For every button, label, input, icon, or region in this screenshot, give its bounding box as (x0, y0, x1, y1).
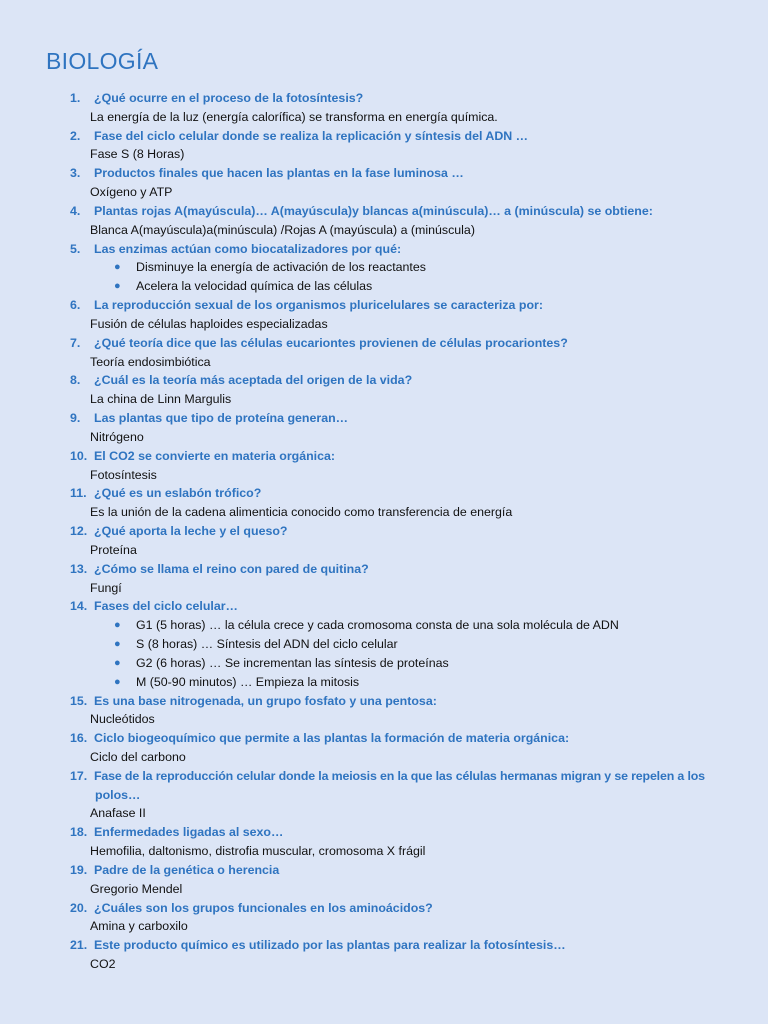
answer-line (0, 503, 768, 522)
answer-line (0, 917, 768, 936)
bullet-item (0, 635, 768, 654)
question-text: La reproducción sexual de los organismos pluricelulares se caracteriza por: (94, 298, 543, 313)
bullet-dot-icon: ● (114, 638, 121, 651)
bullet-dot-icon: ● (114, 619, 121, 632)
answer-line (0, 466, 768, 485)
question-text: ¿Qué es un eslabón trófico? (94, 486, 262, 501)
answer-text: Nucleótidos (90, 712, 155, 727)
bullet-dot-icon: ● (114, 675, 121, 688)
question-line (0, 729, 768, 748)
question-number: 15. (70, 693, 88, 708)
question-number: 13. (70, 561, 88, 576)
answer-text: Blanca A(mayúscula)a(minúscula) /Rojas A (mayúscula) a (minúscula) (90, 222, 475, 237)
question-text: ¿Qué teoría dice que las células eucariontes provienen de células procariontes? (94, 335, 568, 350)
question-line (0, 447, 768, 466)
question-number: 18. (70, 825, 88, 840)
answer-text: Anafase II (90, 806, 146, 821)
answer-line (0, 804, 768, 823)
answer-text: La china de Linn Margulis (90, 392, 232, 407)
answer-line (0, 183, 768, 202)
bullet-item (0, 616, 768, 635)
answer-text: Proteína (90, 542, 137, 557)
question-text: Este producto químico es utilizado por las plantas para realizar la fotosíntesis… (94, 938, 566, 953)
question-line (0, 127, 768, 146)
answer-text: CO2 (90, 957, 116, 972)
bullet-dot-icon: ● (114, 261, 121, 274)
answer-line (0, 842, 768, 861)
bullet-dot-icon: ● (114, 280, 121, 293)
answer-line (0, 353, 768, 372)
question-number: 21. (70, 938, 88, 953)
answer-text: Nitrógeno (90, 429, 144, 444)
answer-text: Ciclo del carbono (90, 749, 186, 764)
answer-text: Gregorio Mendel (90, 881, 183, 896)
question-text: ¿Cuáles son los grupos funcionales en los aminoácidos? (94, 900, 433, 915)
answer-text: Fotosíntesis (90, 467, 157, 482)
answer-line (0, 955, 768, 974)
question-text: Fase de la reproducción celular donde la meiosis en la que las células hermanas migran y se repelen a los (94, 768, 705, 783)
question-number: 4. (70, 203, 81, 218)
question-list (0, 89, 768, 974)
question-line (0, 692, 768, 711)
question-text: Ciclo biogeoquímico que permite a las plantas la formación de materia orgánica: (94, 731, 570, 746)
question-line (0, 89, 768, 108)
question-line (0, 899, 768, 918)
question-text: Productos finales que hacen las plantas en la fase luminosa … (94, 166, 464, 181)
question-number: 7. (70, 335, 81, 350)
bullet-item (0, 258, 768, 277)
bullet-text: Disminuye la energía de activación de los reactantes (136, 260, 426, 275)
question-number: 16. (70, 731, 88, 746)
question-line (0, 767, 768, 786)
question-text: Fases del ciclo celular… (94, 599, 238, 614)
answer-line (0, 108, 768, 127)
answer-text: Fusión de células haploides especializadas (90, 316, 328, 331)
document-title: BIOLOGÍA (46, 48, 159, 74)
question-line (0, 560, 768, 579)
question-line-continued (0, 786, 768, 805)
answer-text: Fase S (8 Horas) (90, 147, 185, 162)
question-number: 3. (70, 166, 81, 181)
answer-text: Amina y carboxilo (90, 919, 188, 934)
question-line (0, 484, 768, 503)
question-number: 12. (70, 524, 88, 539)
answer-line (0, 221, 768, 240)
question-line (0, 240, 768, 259)
answer-line (0, 390, 768, 409)
question-number: 17. (70, 768, 88, 783)
question-number: 6. (70, 298, 81, 313)
question-text: ¿Qué aporta la leche y el queso? (94, 524, 288, 539)
answer-text: Teoría endosimbiótica (90, 354, 211, 369)
bullet-text: G2 (6 horas) … Se incrementan las síntesis de proteínas (136, 655, 449, 670)
question-line (0, 823, 768, 842)
question-text: Fase del ciclo celular donde se realiza la replicación y síntesis del ADN … (94, 128, 529, 143)
question-line (0, 334, 768, 353)
answer-line (0, 428, 768, 447)
question-text-continued: polos… (95, 787, 141, 802)
answer-text: Hemofilia, daltonismo, distrofia muscular, cromosoma X frágil (90, 844, 426, 859)
question-line (0, 409, 768, 428)
answer-line (0, 145, 768, 164)
answer-line (0, 579, 768, 598)
question-number: 2. (70, 128, 81, 143)
answer-text: Fungí (90, 580, 122, 595)
bullet-text: M (50-90 minutos) … Empieza la mitosis (136, 674, 360, 689)
answer-line (0, 748, 768, 767)
answer-text: Es la unión de la cadena alimenticia conocido como transferencia de energía (90, 505, 513, 520)
question-text: Enfermedades ligadas al sexo… (94, 825, 284, 840)
bullet-dot-icon: ● (114, 656, 121, 669)
answer-line (0, 315, 768, 334)
question-line (0, 202, 768, 221)
question-line (0, 936, 768, 955)
question-text: ¿Cuál es la teoría más aceptada del origen de la vida? (94, 373, 413, 388)
question-text: Las enzimas actúan como biocatalizadores por qué: (94, 241, 402, 256)
answer-text: Oxígeno y ATP (90, 185, 173, 200)
question-number: 1. (70, 91, 81, 105)
bullet-item (0, 277, 768, 296)
question-text: Las plantas que tipo de proteína generan… (94, 411, 349, 426)
answer-text: La energía de la luz (energía calorífica) se transforma en energía química. (90, 109, 498, 124)
question-text: El CO2 se convierte en materia orgánica: (94, 448, 336, 463)
question-text: Es una base nitrogenada, un grupo fosfato y una pentosa: (94, 693, 437, 708)
question-text: ¿Cómo se llama el reino con pared de quitina? (94, 561, 369, 576)
question-line (0, 597, 768, 616)
bullet-text: S (8 horas) … Síntesis del ADN del ciclo celular (136, 637, 398, 652)
question-line (0, 522, 768, 541)
question-line (0, 296, 768, 315)
question-text: Padre de la genética o herencia (94, 862, 280, 877)
question-number: 9. (70, 411, 81, 426)
bullet-item (0, 654, 768, 673)
answer-line (0, 880, 768, 899)
question-number: 11. (70, 486, 87, 501)
question-line (0, 861, 768, 880)
question-line (0, 371, 768, 390)
question-number: 5. (70, 241, 81, 256)
answer-line (0, 541, 768, 560)
question-text: ¿Qué ocurre en el proceso de la fotosíntesis? (94, 91, 364, 105)
question-line (0, 164, 768, 183)
answer-line (0, 710, 768, 729)
question-number: 8. (70, 373, 81, 388)
bullet-text: G1 (5 horas) … la célula crece y cada cromosoma consta de una sola molécula de ADN (136, 618, 619, 633)
question-text: Plantas rojas A(mayúscula)… A(mayúscula)y blancas a(minúscula)… a (minúscula) se obtiene: (94, 203, 653, 218)
question-number: 14. (70, 599, 88, 614)
bullet-item (0, 673, 768, 692)
question-number: 10. (70, 448, 88, 463)
bullet-text: Acelera la velocidad química de las células (136, 279, 373, 294)
question-number: 19. (70, 862, 88, 877)
question-number: 20. (70, 900, 88, 915)
